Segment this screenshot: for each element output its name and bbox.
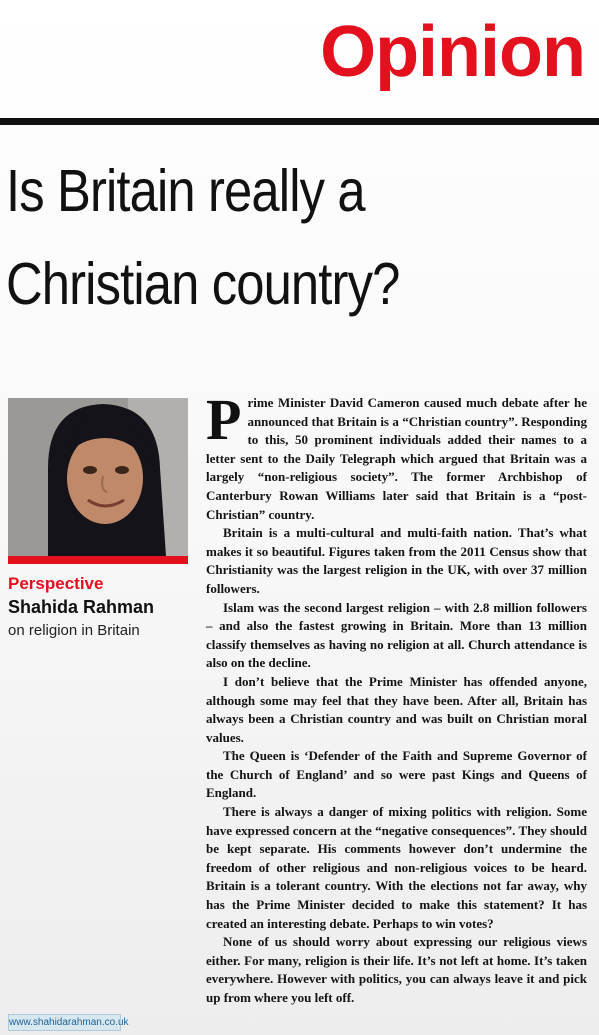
website-link[interactable]: www.shahidarahman.co.uk bbox=[8, 1014, 121, 1031]
drop-cap: P bbox=[206, 387, 242, 452]
header-rule bbox=[0, 118, 599, 125]
article-paragraph: Britain is a multi-cultural and multi-faith nation. That’s what makes it so beautiful. Figures taken from the 2011 Census show that Christianity was the largest religion in the UK, with over 37 million followers. bbox=[206, 525, 587, 596]
author-photo bbox=[8, 398, 188, 556]
byline-topic: on religion in Britain bbox=[8, 622, 140, 639]
article-paragraph: The Queen is ‘Defender of the Faith and Supreme Governor of the Church of England’ and so were past Kings and Queens of England. bbox=[206, 748, 587, 801]
section-label: Opinion bbox=[320, 12, 585, 92]
article-paragraph bbox=[206, 387, 587, 524]
article-paragraph: There is always a danger of mixing politics with religion. Some have expressed concern at the “negative consequences”. They should be kept separate. His comments however don’t undermine the freedom of other religious and non-religious voices to be heard. Britain is a tolerant country. With the elections not far away, why has the Prime Minister decided to make this statement? It has created an interesting debate. Perhaps to win votes? bbox=[206, 804, 587, 931]
article-paragraph: I don’t believe that the Prime Minister has offended anyone, although some may feel that they have been. After all, Britain has always been a Christian country and was built on Christian moral values. bbox=[206, 673, 587, 745]
article-paragraph: None of us should worry about expressing our religious views either. For many, religion is their life. It’s not left at home. It’s taken everywhere. However with politics, you can always leave it and pick up from where you left off. bbox=[206, 934, 587, 1005]
byline bbox=[8, 573, 193, 642]
paragraph-text: rime Minister David Cameron caused much debate after he announced that Britain is a “Christian country”. Responding to this, 50 prominent individuals added their names to a letter sent to the Daily Telegraph which argued that Britain was a largely “non-religious society”. The former Archbishop of Canterbury Rowan Williams later said that Britain is a “post-Christian” country. bbox=[206, 395, 587, 522]
article-body bbox=[206, 387, 587, 1008]
photo-accent-bar bbox=[8, 556, 188, 564]
headline bbox=[6, 145, 513, 331]
article-paragraph: Islam was the second largest religion – with 2.8 million followers – and also the fastest growing in Britain. More than 13 million classify themselves as having no religion at all. Church attendance is also on the decline. bbox=[206, 599, 587, 671]
headline-line-2: Christian country? bbox=[6, 251, 400, 317]
byline-author: Shahida Rahman bbox=[8, 597, 155, 617]
headline-line-1: Is Britain really a bbox=[6, 158, 365, 224]
byline-kicker: Perspective bbox=[8, 574, 104, 593]
